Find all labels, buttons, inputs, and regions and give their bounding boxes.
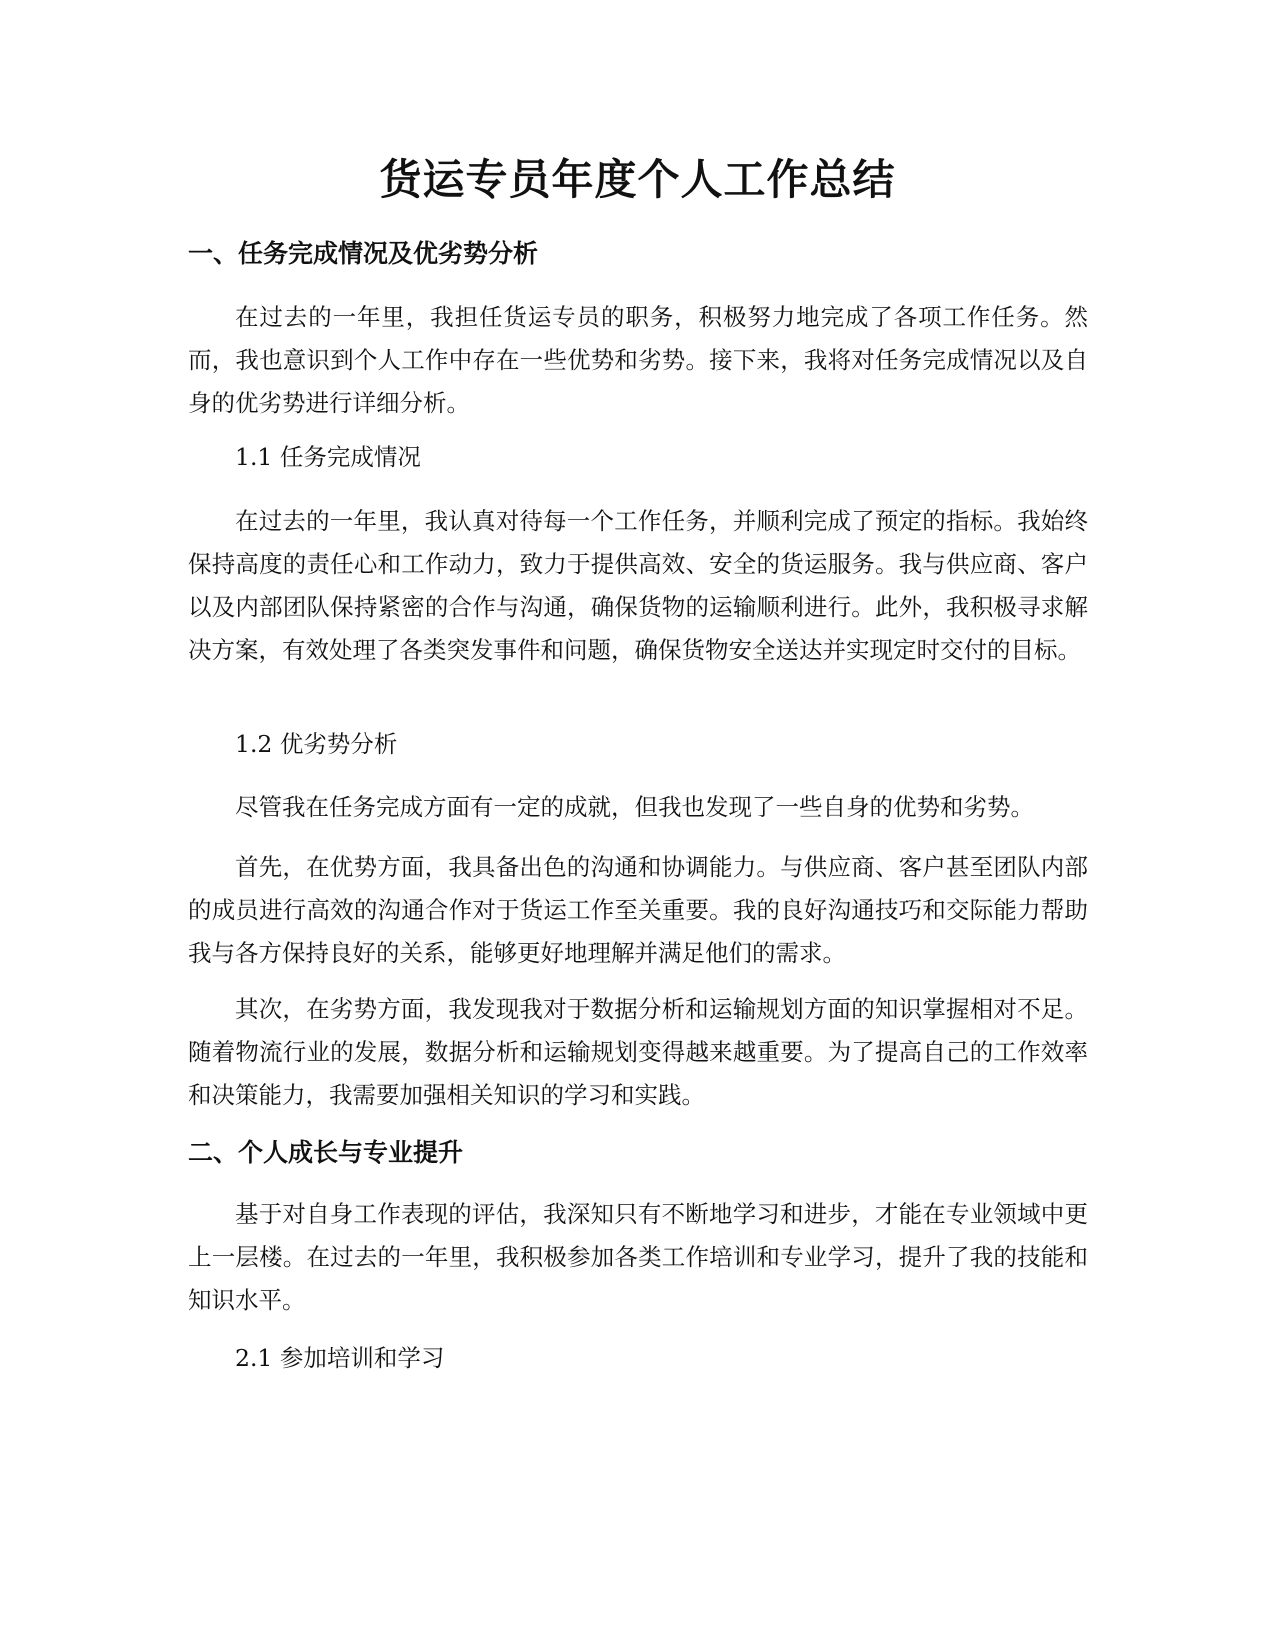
subsection-title-1-2: 1.2 优劣势分析 [235, 730, 398, 758]
subsection-1-2-paragraph-1: 尽管我在任务完成方面有一定的成就，但我也发现了一些自身的优势和劣势。 [235, 793, 1034, 821]
subsection-1-1-paragraph: 在过去的一年里，我认真对待每一个工作任务，并顺利完成了预定的指标。我始终保持高度的责任心和工作动力，致力于提供高效、安全的货运服务。我与供应商、客户以及内部团队保持紧密的合作与沟通，确保货物的运输顺利进行。此外，我积极寻求解决方案，有效处理了各类突发事件和问题，确保货物安全送达并实现定时交付的目标。 [188, 507, 1088, 664]
section-heading-1: 一、任务完成情况及优劣势分析 [188, 239, 539, 268]
section-2-intro-paragraph: 基于对自身工作表现的评估，我深知只有不断地学习和进步，才能在专业领域中更上一层楼。在过去的一年里，我积极参加各类工作培训和专业学习，提升了我的技能和知识水平。 [188, 1200, 1088, 1314]
document-title: 货运专员年度个人工作总结 [379, 155, 896, 204]
section-heading-2: 二、个人成长与专业提升 [188, 1138, 464, 1167]
subsection-title-2-1: 2.1 参加培训和学习 [235, 1344, 445, 1372]
subsection-title-1-1: 1.1 任务完成情况 [235, 443, 421, 471]
subsection-1-2-paragraph-2: 首先，在优势方面，我具备出色的沟通和协调能力。与供应商、客户甚至团队内部的成员进行高效的沟通合作对于货运工作至关重要。我的良好沟通技巧和交际能力帮助我与各方保持良好的关系，能够更好地理解并满足他们的需求。 [188, 853, 1088, 967]
section-1-intro-paragraph: 在过去的一年里，我担任货运专员的职务，积极努力地完成了各项工作任务。然而，我也意识到个人工作中存在一些优势和劣势。接下来，我将对任务完成情况以及自身的优劣势进行详细分析。 [188, 303, 1088, 417]
subsection-1-2-paragraph-3: 其次，在劣势方面，我发现我对于数据分析和运输规划方面的知识掌握相对不足。随着物流行业的发展，数据分析和运输规划变得越来越重要。为了提高自己的工作效率和决策能力，我需要加强相关知识的学习和实践。 [188, 995, 1088, 1109]
